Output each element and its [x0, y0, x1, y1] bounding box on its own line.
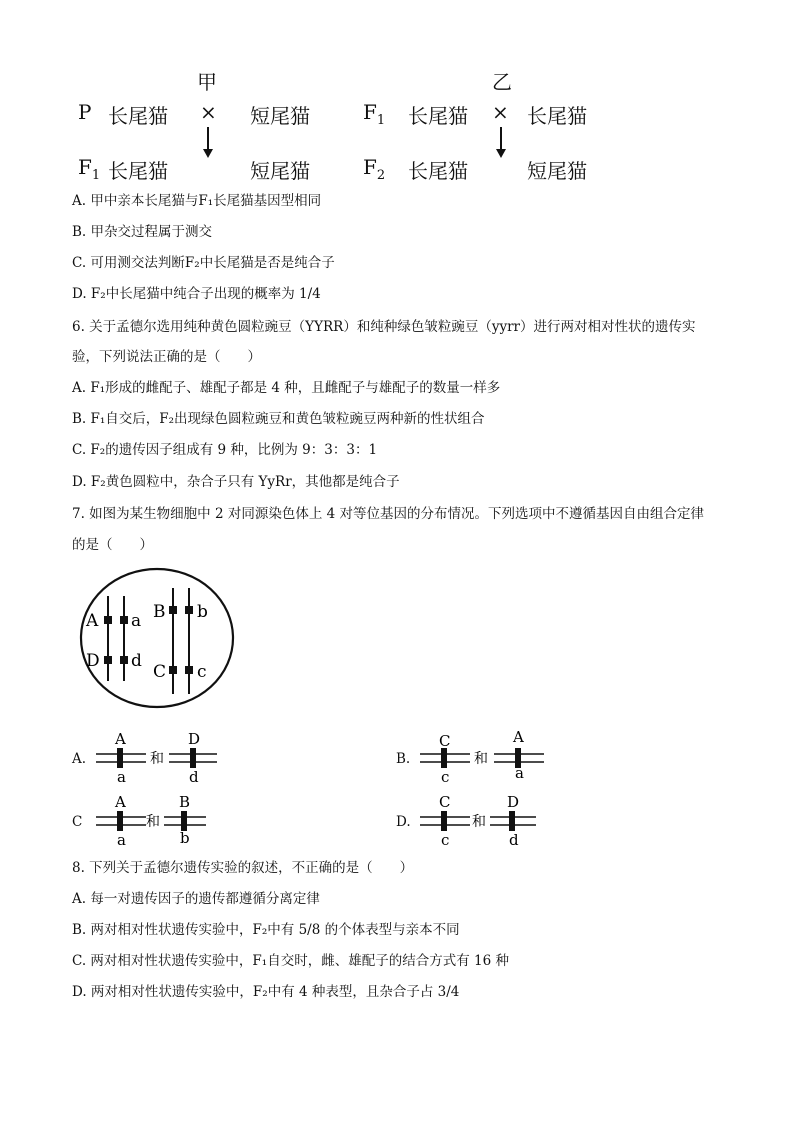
gene-locus [104, 616, 112, 624]
gene-label: c [441, 831, 450, 849]
gene-locus [185, 666, 193, 674]
q8-option-b: B. 两对相对性状遗传实验中，F₂中有 5/8 的个体表型与亲本不同 [72, 922, 460, 938]
q8-stem: 8. 下列关于孟德尔遗传实验的叙述，不正确的是（ ） [72, 860, 414, 876]
cell-membrane [81, 569, 233, 707]
connector-label: 和 [150, 751, 164, 767]
q7-option-a-letter: A. [72, 751, 87, 767]
q5-option-a: A. 甲中亲本长尾猫与F₁长尾猫基因型相同 [72, 193, 322, 209]
connector-label: 和 [474, 751, 488, 767]
f2-short-tail: 短尾猫 [527, 159, 587, 183]
gene-locus [185, 606, 193, 614]
gene-label: A [115, 793, 126, 811]
f2-long-tail: 长尾猫 [408, 159, 468, 183]
gene-locus [169, 666, 177, 674]
gene-locus [181, 811, 187, 831]
arrowhead-icon [496, 149, 506, 158]
gene-locus [104, 656, 112, 664]
gene-label: d [509, 831, 519, 849]
gene-label: D [507, 793, 520, 811]
gene-label: D [188, 730, 201, 748]
f1-long-tail-b: 长尾猫 [527, 104, 587, 128]
gene-locus [117, 811, 123, 831]
gene-label: a [515, 764, 524, 782]
cross-symbol: × [492, 100, 509, 124]
gene-label: B [153, 602, 166, 622]
f1-generation-label: $F_1$ [363, 100, 386, 128]
gene-label: c [441, 768, 450, 786]
q5-option-b: B. 甲杂交过程属于测交 [72, 224, 213, 240]
yi-label: 乙 [492, 70, 512, 94]
q7-stem-line1: 7. 如图为某生物细胞中 2 对同源染色体上 4 对等位基因的分布情况。下列选项中不遵循基因自由组合定律 [72, 506, 705, 522]
connector-label: 和 [472, 814, 486, 830]
gene-label: a [117, 768, 126, 786]
arrow-down-icon [207, 127, 209, 151]
gene-label: D [86, 651, 100, 671]
q6-option-d: D. F₂黄色圆粒中，杂合子只有 YyRr，其他都是纯合子 [72, 474, 400, 490]
gene-label: B [179, 793, 191, 811]
gene-label: A [513, 730, 524, 746]
q6-option-b: B. F₁自交后，F₂出现绿色圆粒豌豆和黄色皱粒豌豆两种新的性状组合 [72, 411, 485, 427]
jia-label: 甲 [197, 70, 217, 94]
gene-locus [441, 748, 447, 768]
q7-option-d-letter: D. [396, 814, 411, 830]
p-generation-label: P [78, 100, 92, 124]
offspring-long-tail: 长尾猫 [108, 159, 168, 183]
gene-locus [120, 656, 128, 664]
q8-option-d: D. 两对相对性状遗传实验中，F₂中有 4 种表型，且杂合子占 3/4 [72, 984, 460, 1000]
gene-label: A [115, 730, 126, 748]
cross-symbol: × [200, 100, 217, 124]
gene-locus [509, 811, 515, 831]
parent-short-tail: 短尾猫 [250, 104, 310, 128]
gene-locus [441, 811, 447, 831]
q7-stem-line2: 的是（ ） [72, 537, 153, 553]
gene-label: A [86, 611, 99, 631]
gene-label: c [197, 662, 207, 682]
gene-label: a [117, 831, 126, 849]
offspring-short-tail: 短尾猫 [250, 159, 310, 183]
gene-locus [190, 748, 196, 768]
q6-stem-line1: 6. 关于孟德尔选用纯种黄色圆粒豌豆（YYRR）和纯种绿色皱粒豌豆（yyrr）进行两对相对性状的遗传实 [72, 319, 696, 335]
gene-label: C [439, 732, 451, 750]
gene-label: C [153, 662, 167, 682]
q6-option-a: A. F₁形成的雌配子、雄配子都是 4 种，且雌配子与雄配子的数量一样多 [72, 380, 501, 396]
gene-locus [169, 606, 177, 614]
q6-option-c: C. F₂的遗传因子组成有 9 种，比例为 9：3：3：1 [72, 442, 378, 458]
gene-label: b [197, 602, 208, 622]
q7-option-a-figure [94, 730, 254, 786]
arrow-down-icon [500, 127, 502, 151]
gene-locus [117, 748, 123, 768]
q8-option-a: A. 每一对遗传因子的遗传都遵循分离定律 [72, 891, 320, 907]
q7-option-c-letter: C [72, 814, 83, 830]
q5-option-d: D. F₂中长尾猫中纯合子出现的概率为 1/4 [72, 286, 321, 302]
gene-label: d [189, 768, 199, 786]
q7-option-b-letter: B. [396, 751, 411, 767]
q8-option-c: C. 两对相对性状遗传实验中，F₁自交时，雌、雄配子的结合方式有 16 种 [72, 953, 509, 969]
gene-locus [120, 616, 128, 624]
f2-generation-label: $F_2$ [363, 155, 386, 183]
connector-label: 和 [146, 814, 160, 830]
q7-option-d-figure [418, 793, 578, 849]
q7-option-b-figure [418, 730, 578, 786]
gene-label: a [131, 611, 142, 631]
q6-stem-line2: 验，下列说法正确的是（ ） [72, 349, 261, 365]
parent-long-tail: 长尾猫 [108, 104, 168, 128]
f1-generation-label: $F_1$ [78, 155, 101, 183]
q5-option-c: C. 可用测交法判断F₂中长尾猫是否是纯合子 [72, 255, 335, 271]
gene-label: b [180, 829, 190, 847]
q7-option-c-figure [94, 793, 254, 849]
arrowhead-icon [203, 149, 213, 158]
f1-long-tail-a: 长尾猫 [408, 104, 468, 128]
gene-label: C [439, 793, 451, 811]
gene-label: d [131, 651, 142, 671]
cell-chromosome-figure [78, 566, 238, 710]
